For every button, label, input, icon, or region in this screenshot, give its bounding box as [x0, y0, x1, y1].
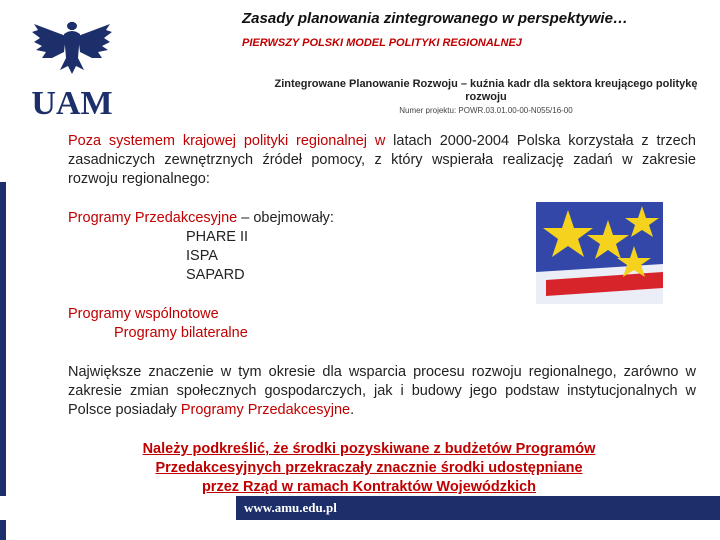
program-item: ISPA: [186, 248, 218, 264]
slide-content: [68, 132, 696, 497]
note-line-2: Przedakcesyjnych przekraczały znacznie środki udostępniane: [155, 460, 583, 476]
bilateral-programs: Programy bilateralne: [114, 325, 248, 341]
program-item: SAPARD: [186, 267, 245, 283]
project-number: Numer projektu: POWR.03.01.00-00-N055/16-00: [399, 106, 573, 114]
program-item: PHARE II: [186, 229, 249, 245]
significance-text: Największe znaczenie w tym okresie dla wsparcia procesu rozwoju regionalnego, zarówno w zakresie zmian społecznych gospodarczych, jak i budowy jego podstaw instytucjonalnych w Polsce posiadały: [68, 364, 696, 418]
project-title-line1: Zintegrowane Planowanie Rozwoju – kuźnia kadr dla sektora kreującego politykę: [274, 78, 698, 90]
emphasis-note: [68, 440, 696, 497]
programs-red-label: Programy Przedakcesyjne: [68, 210, 238, 226]
eu-stars-poland-flag-icon: [536, 202, 663, 304]
intro-text: latach 2000-2004 Polska korzystała z trzech zasadniczych zewnętrznych źródeł pomocy, z który wspierała realizację zadań w zakresie rozwoju regionalnego:: [68, 133, 696, 187]
intro-red-text: Poza systemem krajowej polityki regionalnej w: [68, 133, 386, 149]
page-subtitle: PIERWSZY POLSKI MODEL POLITYKI REGIONALNEJ: [242, 37, 522, 49]
footer-url-link[interactable]: www.amu.edu.pl: [244, 500, 337, 515]
page-title: Zasady planowania zintegrowanego w perspektywie…: [242, 10, 628, 27]
project-title-line2: rozwoju: [465, 91, 507, 103]
community-programs: Programy wspólnotowe: [68, 306, 219, 322]
programs-rest: – obejmowały:: [237, 210, 334, 226]
note-line-3: przez Rząd w ramach Kontraktów Wojewódzkich: [201, 479, 537, 495]
significance-end: .: [350, 402, 355, 418]
project-title: [262, 78, 710, 104]
note-line-1: Należy podkreślić, że środki pozyskiwane z budżetów Programów: [142, 441, 596, 457]
intro-paragraph: [68, 132, 696, 189]
uam-logo: [28, 18, 116, 122]
logo-text: UAM: [31, 85, 113, 122]
footer-left-spacer: [0, 496, 236, 520]
eagle-emblem-icon: [32, 22, 112, 74]
significance-paragraph: [68, 363, 696, 420]
significance-red-text: Programy Przedakcesyjne: [180, 402, 351, 418]
left-accent-bar: [0, 182, 6, 540]
